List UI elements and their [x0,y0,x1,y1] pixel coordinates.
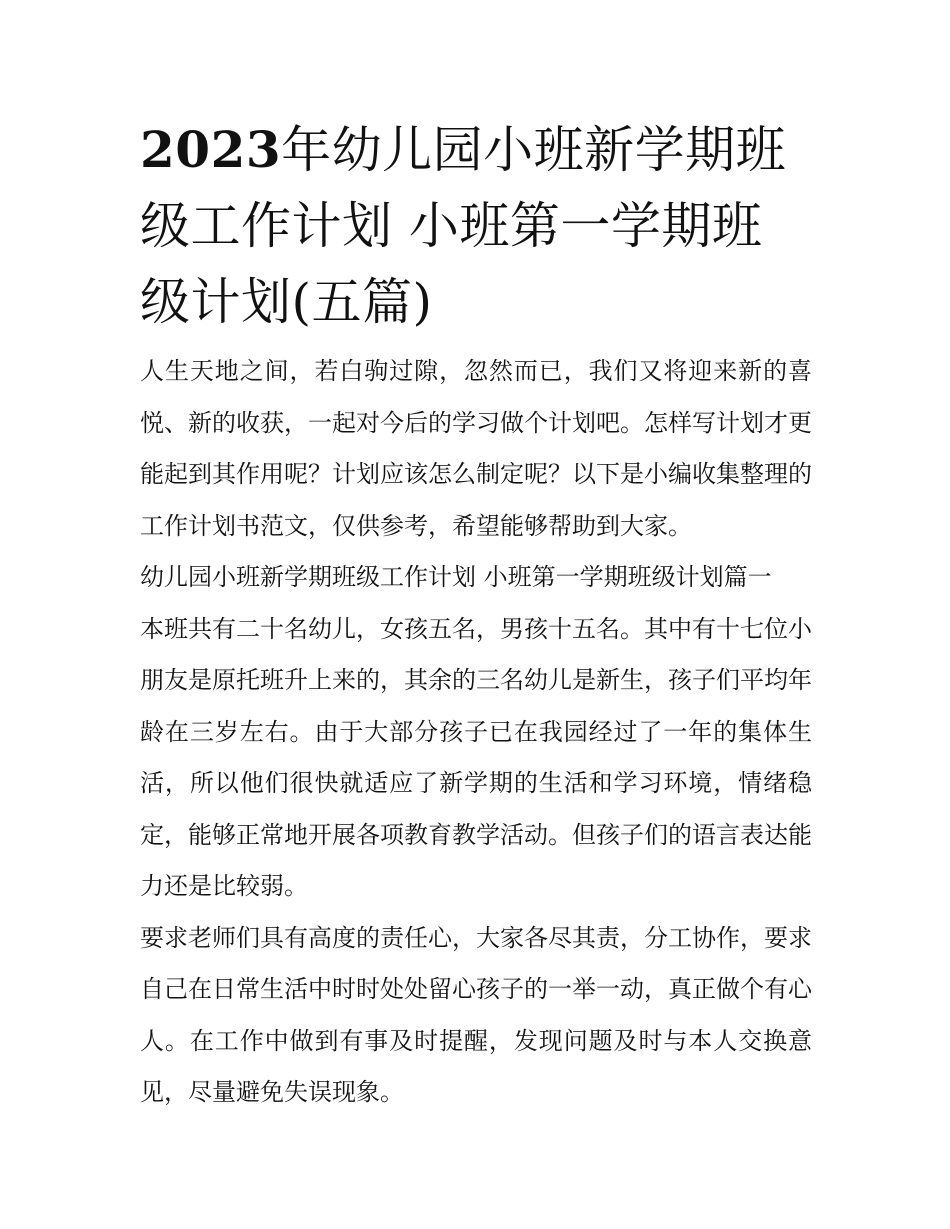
body-paragraph-teacher-requirements: 要求老师们具有高度的责任心，大家各尽其责，分工协作，要求自己在日常生活中时时处处留心孩子的一举一动，真正做个有心人。在工作中做到有事及时提醒，发现问题及时与本人交换意见，尽量避免失误现象。 [140,923,812,1106]
body-paragraph-class-info: 本班共有二十名幼儿，女孩五名，男孩十五名。其中有十七位小朋友是原托班升上来的，其余的三名幼儿是新生，孩子们平均年龄在三岁左右。由于大部分孩子已在我园经过了一年的集体生活，所以他们很快就适应了新学期的生活和学习环境，情绪稳定，能够正常地开展各项教育教学活动。但孩子们的语言表达能力还是比较弱。 [140,614,812,900]
document-body [140,112,812,1119]
title-text: 年幼儿园小班新学期班级工作计划 小班第一学期班级计划(五篇) [140,121,787,331]
title-year: 2023 [140,120,282,179]
intro-paragraph: 人生天地之间，若白驹过隙，忽然而已，我们又将迎来新的喜悦、新的收获，一起对今后的学习做个计划吧。怎样写计划才更能起到其作用呢？计划应该怎么制定呢？以下是小编收集整理的工作计划书范文，仅供参考，希望能够帮助到大家。 [140,357,812,540]
document-title [140,112,812,340]
section-heading: 幼儿园小班新学期班级工作计划 小班第一学期班级计划篇一 [140,563,772,591]
